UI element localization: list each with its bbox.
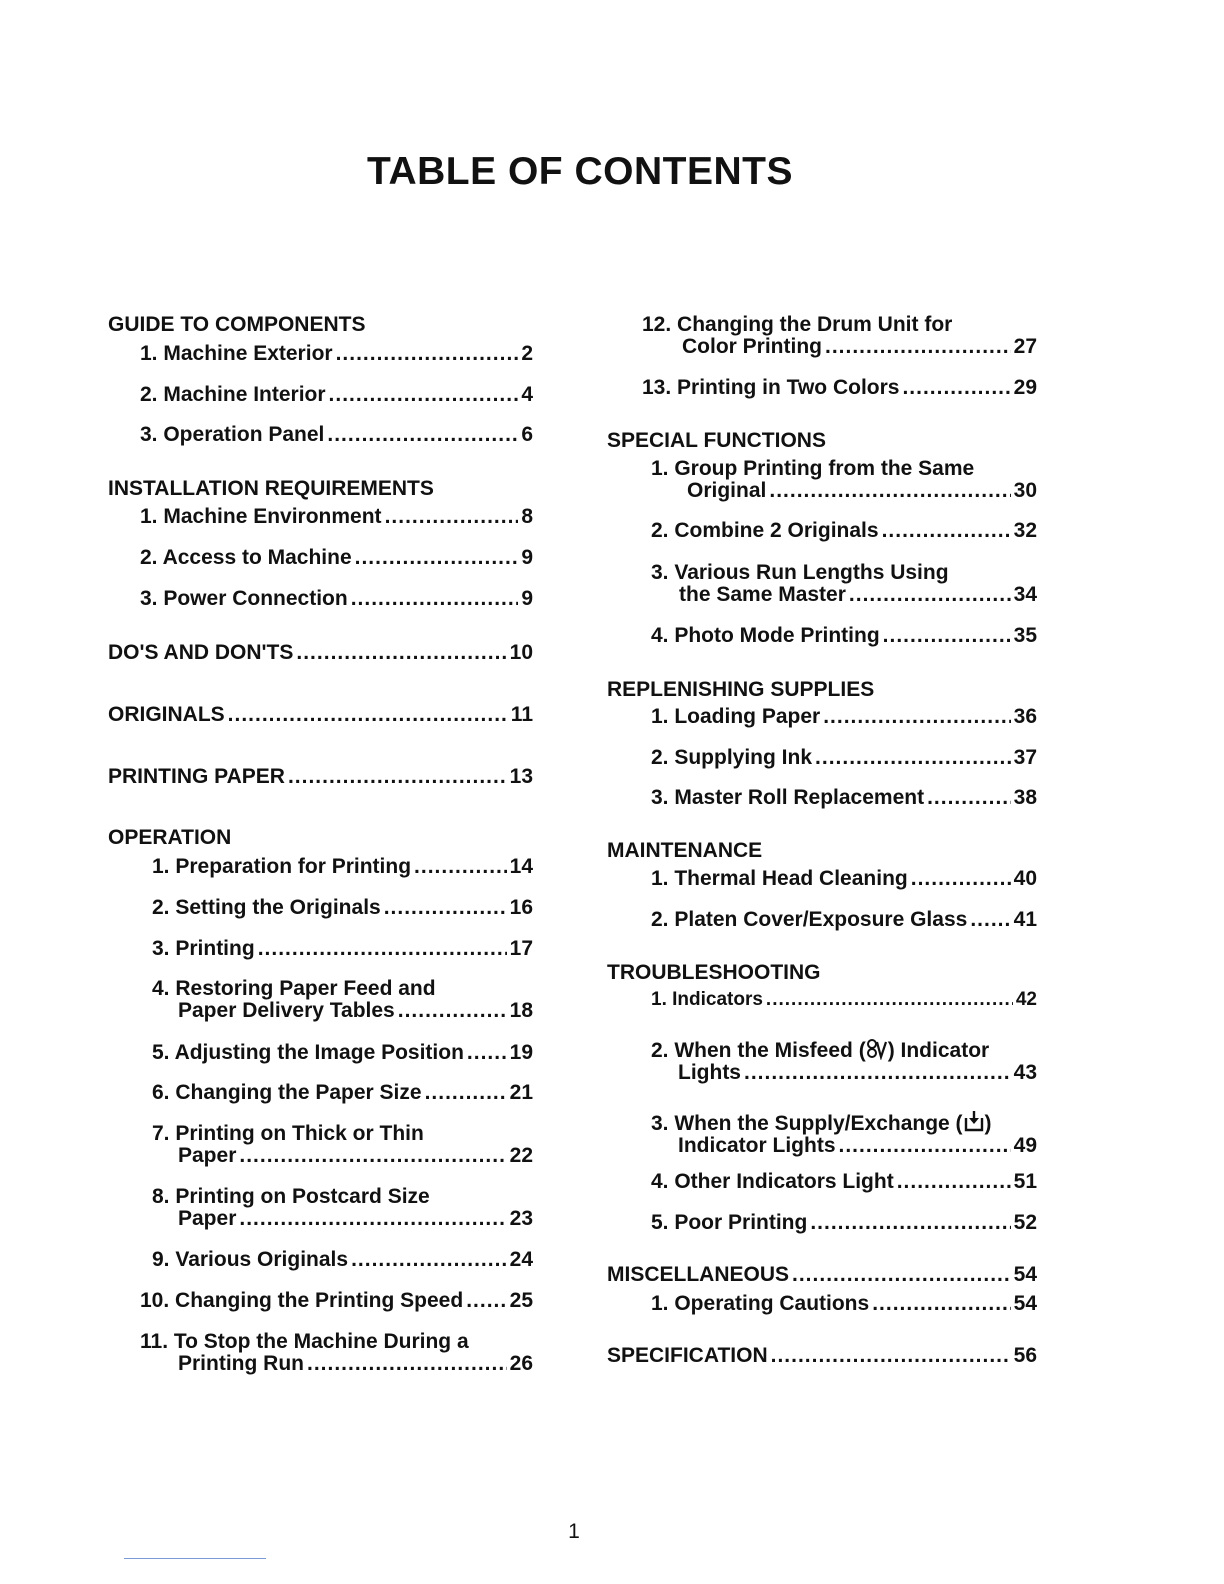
toc-entry-drum-unit[interactable]: 12. Changing the Drum Unit for Color Printing ..... 27 <box>607 314 1037 358</box>
toc-entry-machine-interior[interactable]: 2. Machine Interior ..... 4 <box>108 384 533 406</box>
toc-entry-image-position[interactable]: 5. Adjusting the Image Position ..... 19 <box>108 1042 533 1064</box>
toc-entry-loading-paper[interactable]: 1. Loading Paper ..... 36 <box>607 706 1037 728</box>
toc-entry-various-originals[interactable]: 9. Various Originals ..... 24 <box>108 1249 533 1271</box>
toc-entry-operation-panel[interactable]: 3. Operation Panel ..... 6 <box>108 424 533 446</box>
page-ref: 37 <box>1013 746 1037 769</box>
page-ref: 40 <box>1013 867 1037 890</box>
page-ref: 52 <box>1013 1211 1037 1234</box>
toc-entry-originals[interactable]: ORIGINALS ..... 11 <box>108 704 533 726</box>
toc-entry-indicators[interactable]: 1. Indicators ..... 42 <box>607 989 1037 1011</box>
page-ref: 16 <box>509 896 533 919</box>
toc-entry-run-lengths[interactable]: 3. Various Run Lengths Using the Same Master ..... 34 <box>607 562 1037 606</box>
toc-entry-photo-mode[interactable]: 4. Photo Mode Printing ..... 35 <box>607 625 1037 647</box>
page-ref: 21 <box>509 1081 533 1104</box>
page-ref: 17 <box>509 937 533 960</box>
toc-entry-thermal-head[interactable]: 1. Thermal Head Cleaning ..... 40 <box>607 868 1037 890</box>
misfeed-icon <box>866 1038 888 1060</box>
toc-entry-supply-exchange-indicator[interactable]: 3. When the Supply/Exchange ( ) Indicator Lights ..... 49 <box>607 1109 1037 1157</box>
page-ref: 38 <box>1013 786 1037 809</box>
toc-entry-two-colors[interactable]: 13. Printing in Two Colors ..... 29 <box>607 377 1037 399</box>
page-ref: 32 <box>1013 519 1037 542</box>
toc-entry-group-printing[interactable]: 1. Group Printing from the Same Original ..... 30 <box>607 458 1037 502</box>
page-ref: 9 <box>521 546 533 569</box>
footer-rule <box>124 1558 266 1559</box>
toc-entry-access-to-machine[interactable]: 2. Access to Machine ..... 9 <box>108 547 533 569</box>
toc-entry-thick-thin-paper[interactable]: 7. Printing on Thick or Thin Paper ..... 22 <box>108 1123 533 1167</box>
page-ref: 14 <box>509 855 533 878</box>
toc-entry-preparation[interactable]: 1. Preparation for Printing ..... 14 <box>108 856 533 878</box>
page-ref: 41 <box>1013 908 1037 931</box>
page-ref: 11 <box>510 703 533 726</box>
toc-entry-other-indicators[interactable]: 4. Other Indicators Light ..... 51 <box>607 1171 1037 1193</box>
page-number: 1 <box>568 1520 580 1543</box>
page-ref: 2 <box>521 342 533 365</box>
page-ref: 18 <box>509 999 533 1022</box>
toc-entry-platen-cover[interactable]: 2. Platen Cover/Exposure Glass ..... 41 <box>607 909 1037 931</box>
page-ref: 25 <box>509 1289 533 1312</box>
supply-exchange-icon <box>963 1109 985 1133</box>
page-ref: 19 <box>509 1041 533 1064</box>
page-ref: 23 <box>509 1207 533 1230</box>
toc-entry-setting-originals[interactable]: 2. Setting the Originals ..... 16 <box>108 897 533 919</box>
page-ref: 54 <box>1013 1263 1037 1286</box>
toc-entry-miscellaneous[interactable]: MISCELLANEOUS ..... 54 <box>607 1264 1037 1286</box>
toc-entry-combine-originals[interactable]: 2. Combine 2 Originals ..... 32 <box>607 520 1037 542</box>
section-heading-troubleshooting: TROUBLESHOOTING <box>607 961 821 984</box>
page-ref: 10 <box>509 641 533 664</box>
toc-entry-stop-machine[interactable]: 11. To Stop the Machine During a Printing Run ..... 26 <box>108 1331 533 1375</box>
page-ref: 22 <box>509 1144 533 1167</box>
toc-entry-paper-size[interactable]: 6. Changing the Paper Size ..... 21 <box>108 1082 533 1104</box>
page-ref: 34 <box>1013 583 1037 606</box>
toc-entry-misfeed-indicator[interactable]: 2. When the Misfeed ( ) Indicator Lights ..... 43 <box>607 1038 1037 1084</box>
page-ref: 24 <box>509 1248 533 1271</box>
section-heading-guide: GUIDE TO COMPONENTS <box>108 313 366 336</box>
page-ref: 13 <box>509 765 533 788</box>
page-ref: 29 <box>1013 376 1037 399</box>
toc-entry-postcard-paper[interactable]: 8. Printing on Postcard Size Paper ..... 23 <box>108 1186 533 1230</box>
page-ref: 8 <box>521 505 533 528</box>
page-ref: 54 <box>1013 1292 1037 1315</box>
page-ref: 30 <box>1013 479 1037 502</box>
toc-entry-printing-paper[interactable]: PRINTING PAPER ..... 13 <box>108 766 533 788</box>
toc-entry-machine-exterior[interactable]: 1. Machine Exterior ..... 2 <box>108 343 533 365</box>
toc-entry-operating-cautions[interactable]: 1. Operating Cautions ..... 54 <box>607 1293 1037 1315</box>
page-ref: 26 <box>509 1352 533 1375</box>
section-heading-operation: OPERATION <box>108 826 232 849</box>
page-ref: 9 <box>521 587 533 610</box>
page-ref: 56 <box>1013 1344 1037 1367</box>
page-ref: 43 <box>1013 1061 1037 1084</box>
toc-entry-printing-speed[interactable]: 10. Changing the Printing Speed ..... 25 <box>108 1290 533 1312</box>
section-heading-special-functions: SPECIAL FUNCTIONS <box>607 429 826 452</box>
page-ref: 51 <box>1013 1170 1037 1193</box>
toc-entry-power-connection[interactable]: 3. Power Connection ..... 9 <box>108 588 533 610</box>
toc-entry-specification[interactable]: SPECIFICATION ..... 56 <box>607 1345 1037 1367</box>
page-ref: 49 <box>1013 1134 1037 1157</box>
page-ref: 42 <box>1015 989 1037 1010</box>
page-ref: 35 <box>1013 624 1037 647</box>
section-heading-maintenance: MAINTENANCE <box>607 839 763 862</box>
toc-entry-restoring-tables[interactable]: 4. Restoring Paper Feed and Paper Delivery Tables ..... 18 <box>108 978 533 1022</box>
toc-entry-supplying-ink[interactable]: 2. Supplying Ink ..... 37 <box>607 747 1037 769</box>
toc-entry-poor-printing[interactable]: 5. Poor Printing ..... 52 <box>607 1212 1037 1234</box>
section-heading-replenishing: REPLENISHING SUPPLIES <box>607 678 875 701</box>
toc-entry-printing[interactable]: 3. Printing ..... 17 <box>108 938 533 960</box>
page-ref: 6 <box>521 423 533 446</box>
page-ref: 36 <box>1013 705 1037 728</box>
section-heading-installation: INSTALLATION REQUIREMENTS <box>108 477 434 500</box>
page-title: TABLE OF CONTENTS <box>367 150 793 193</box>
page-ref: 4 <box>521 383 533 406</box>
toc-entry-machine-environment[interactable]: 1. Machine Environment ..... 8 <box>108 506 533 528</box>
page-ref: 27 <box>1013 335 1037 358</box>
toc-entry-dos-and-donts[interactable]: DO'S AND DON'TS ..... 10 <box>108 642 533 664</box>
toc-entry-master-roll[interactable]: 3. Master Roll Replacement ..... 38 <box>607 787 1037 809</box>
